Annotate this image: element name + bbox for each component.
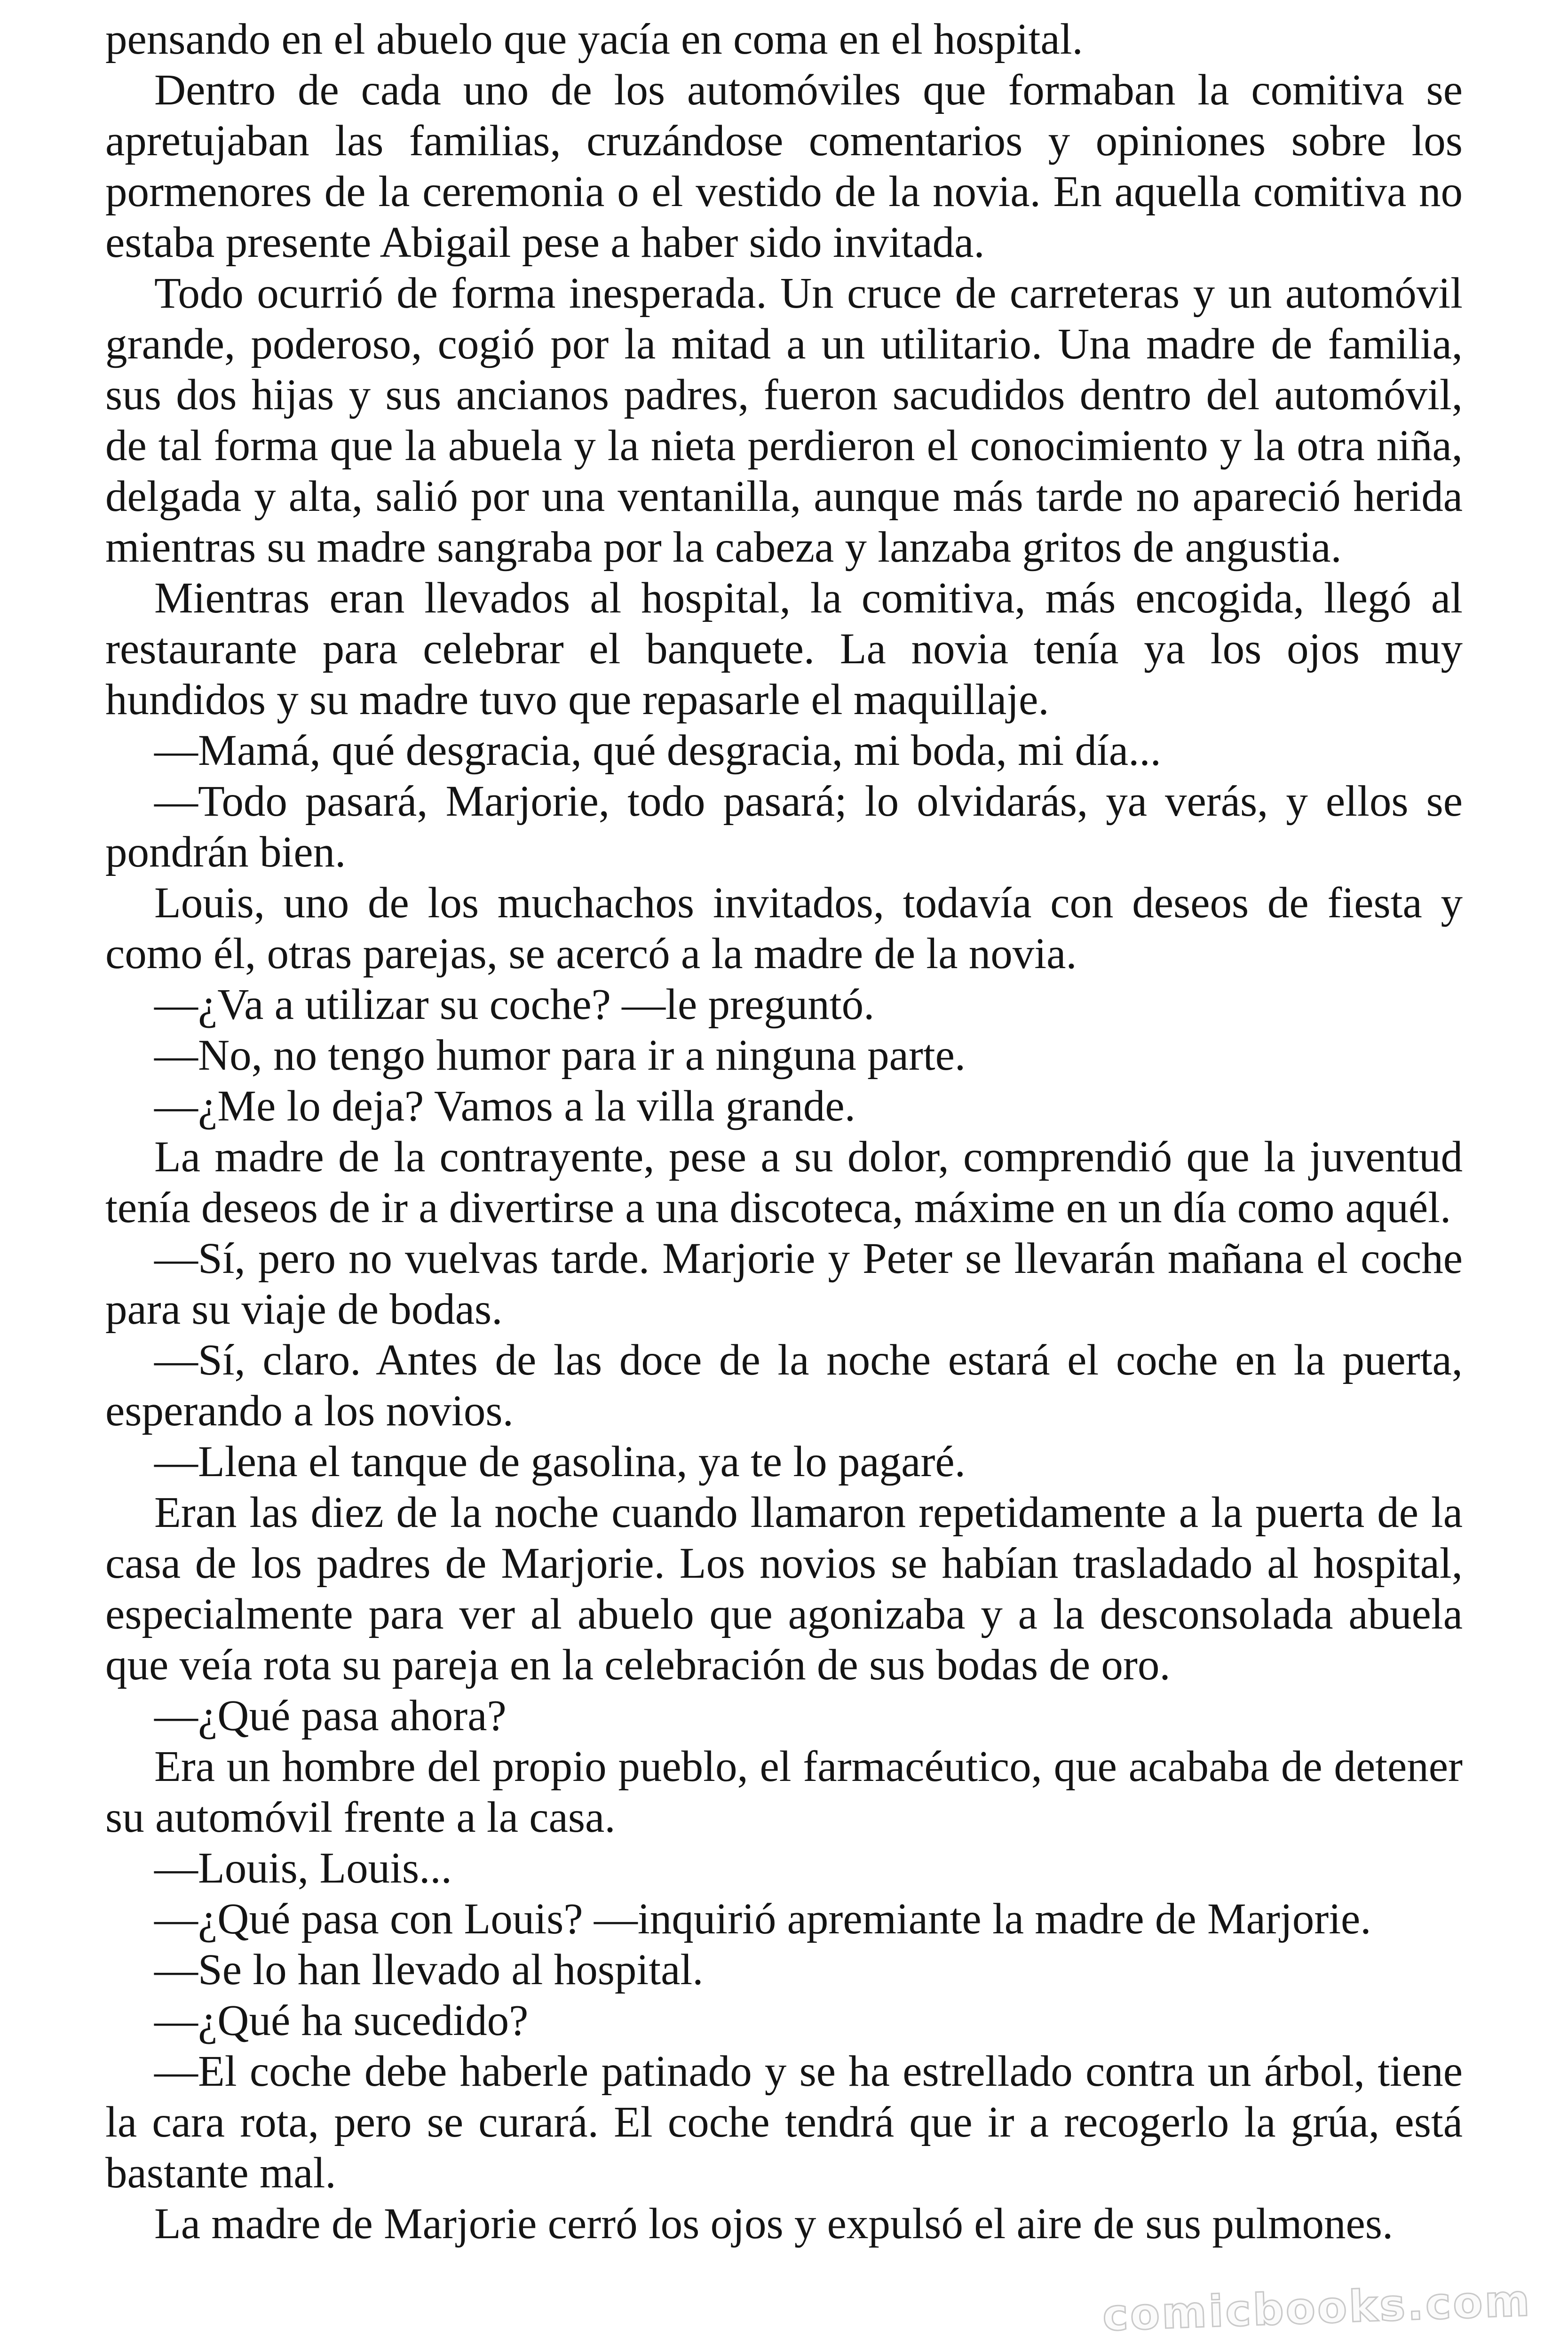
paragraph: La madre de Marjorie cerró los ojos y expulsó el aire de sus pulmones. bbox=[154, 2200, 1394, 2248]
dialogue-line: —¿Va a utilizar su coche? —le preguntó. bbox=[154, 980, 875, 1029]
book-page-text bbox=[105, 14, 1463, 2249]
dialogue-line: —No, no tengo humor para ir a ninguna parte. bbox=[154, 1031, 966, 1080]
dialogue-line: —Todo pasará, Marjorie, todo pasará; lo olvidarás, ya verás, y ellos se pondrán bien. bbox=[105, 777, 1463, 876]
paragraph: Mientras eran llevados al hospital, la comitiva, más encogida, llegó al restaurante para celebrar el banquete. La novia tenía ya los ojos muy hundidos y su madre tuvo que repasarle el maquillaje. bbox=[105, 574, 1463, 724]
dialogue-line: —Se lo han llevado al hospital. bbox=[154, 1946, 704, 1994]
dialogue-line: —¿Qué ha sucedido? bbox=[154, 1996, 529, 2045]
dialogue-line: —El coche debe haberle patinado y se ha estrellado contra un árbol, tiene la cara rota, pero se curará. El coche tendrá que ir a recogerlo la grúa, está bastante mal. bbox=[105, 2047, 1463, 2197]
dialogue-line: —Mamá, qué desgracia, qué desgracia, mi boda, mi día... bbox=[154, 726, 1161, 775]
paragraph: pensando en el abuelo que yacía en coma en el hospital. bbox=[105, 15, 1083, 64]
paragraph: Eran las diez de la noche cuando llamaron repetidamente a la puerta de la casa de los padres de Marjorie. Los novios se habían trasladado al hospital, especialmente para ver al abuelo que agonizaba y a la desconsolada abuela que veía rota su pareja en la celebración de sus bodas de oro. bbox=[105, 1488, 1463, 1689]
paragraph: La madre de la contrayente, pese a su dolor, comprendió que la juventud tenía deseos de ir a divertirse a una discoteca, máxime en un día como aquél. bbox=[105, 1133, 1463, 1232]
dialogue-line: —Louis, Louis... bbox=[154, 1844, 452, 1892]
paragraph: Dentro de cada uno de los automóviles que formaban la comitiva se apretujaban las familias, cruzándose comentarios y opiniones sobre los pormenores de la ceremonia o el vestido de la novia. En aquella comitiva no estaba presente Abigail pese a haber sido invitada. bbox=[105, 66, 1463, 267]
paragraph: Todo ocurrió de forma inesperada. Un cruce de carreteras y un automóvil grande, poderoso, cogió por la mitad a un utilitario. Una madre de familia, sus dos hijas y sus ancianos padres, fueron sacudidos dentro del automóvil, de tal forma que la abuela y la nieta perdieron el conocimiento y la otra niña, delgada y alta, salió por una ventanilla, aunque más tarde no apareció herida mientras su madre sangraba por la cabeza y lanzaba gritos de angustia. bbox=[105, 269, 1463, 572]
dialogue-line: —Sí, claro. Antes de las doce de la noche estará el coche en la puerta, esperando a los novios. bbox=[105, 1336, 1463, 1435]
watermark-logo: comicbooks.com bbox=[1101, 2275, 1532, 2341]
dialogue-line: —¿Me lo deja? Vamos a la villa grande. bbox=[154, 1082, 855, 1130]
paragraph: Era un hombre del propio pueblo, el farmacéutico, que acababa de detener su automóvil frente a la casa. bbox=[105, 1742, 1463, 1842]
dialogue-line: —Llena el tanque de gasolina, ya te lo pagaré. bbox=[154, 1438, 966, 1486]
dialogue-line: —¿Qué pasa con Louis? —inquirió apremiante la madre de Marjorie. bbox=[154, 1895, 1371, 1943]
dialogue-line: —Sí, pero no vuelvas tarde. Marjorie y Peter se llevarán mañana el coche para su viaje de bodas. bbox=[105, 1234, 1463, 1334]
paragraph: Louis, uno de los muchachos invitados, todavía con deseos de fiesta y como él, otras parejas, se acercó a la madre de la novia. bbox=[105, 879, 1463, 978]
dialogue-line: —¿Qué pasa ahora? bbox=[154, 1692, 507, 1740]
